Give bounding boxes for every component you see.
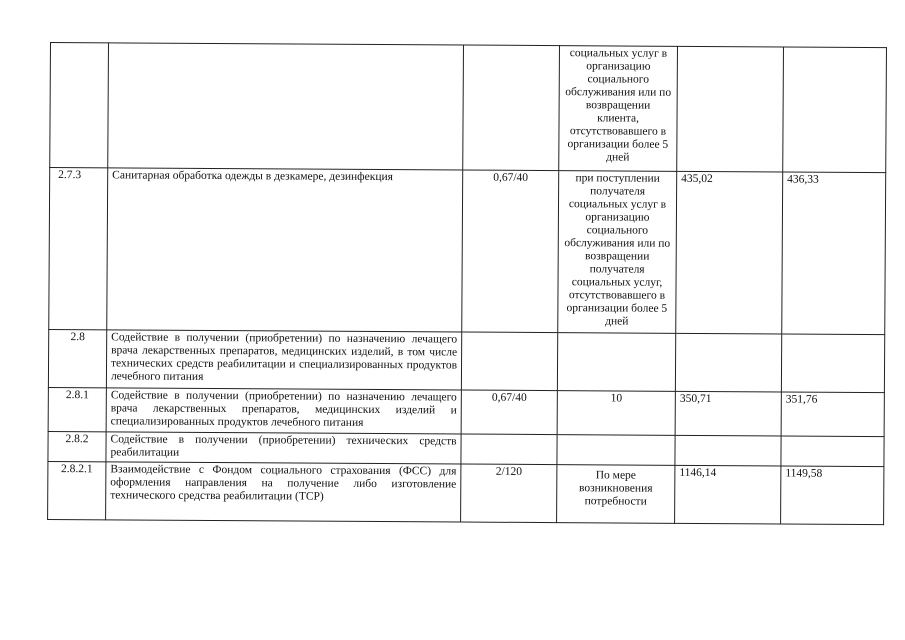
row-price-1: 350,71 <box>675 391 781 436</box>
row-service-name <box>108 43 464 170</box>
table-row <box>49 168 886 335</box>
row-service-name: Санитарная обработка одежды в дезкамере, дезинфекция <box>107 168 463 332</box>
row-service-name: Содействие в получении (приобретении) технических средств реабилитации <box>106 432 461 464</box>
table-row <box>48 461 884 524</box>
row-service-name: Взаимодействие с Фондом социального страхования (ФСС) для оформления направления на получение либо изготовление технического средства реабилитации (ТСР) <box>106 462 461 522</box>
row-price-2: 1149,58 <box>781 466 884 525</box>
row-price-2 <box>783 47 887 173</box>
table-row <box>50 43 887 173</box>
row-condition <box>557 435 675 466</box>
tariff-table <box>47 42 887 525</box>
row-service-name: Содействие в получении (приобретении) по назначению лечащего врача лекарственных препаратов, медицинских изделий, в том числе технических средств реабилитации и специализированных продуктов лечебного питания <box>106 330 461 390</box>
table-row <box>48 329 884 392</box>
row-condition: 10 <box>557 391 675 436</box>
row-condition: при поступлении получателя социальных услуг в организацию социального обслуживания или по возвращении получателя социальных услуг, отсутствовавшего в организации более 5 дней <box>558 171 677 334</box>
row-code: 2.8.2 <box>48 431 106 461</box>
row-condition <box>557 333 675 392</box>
row-price-2: 351,76 <box>781 392 884 437</box>
row-code: 2.8.2.1 <box>48 461 106 519</box>
row-norm <box>463 45 560 171</box>
row-price-1 <box>675 333 781 392</box>
row-code: 2.8 <box>48 329 106 387</box>
row-norm <box>461 332 557 391</box>
row-code: 2.8.1 <box>48 387 106 431</box>
row-norm: 0,67/40 <box>462 170 559 333</box>
table-row <box>48 387 884 436</box>
row-price-1: 435,02 <box>676 171 783 334</box>
row-condition: По мере возникновения потребности <box>557 465 675 524</box>
row-code: 2.7.3 <box>49 168 108 330</box>
row-norm <box>461 434 557 465</box>
row-price-1: 1146,14 <box>675 465 781 524</box>
row-code <box>50 43 109 168</box>
row-price-1 <box>675 435 781 466</box>
row-price-1 <box>677 46 784 172</box>
row-price-2 <box>781 436 884 467</box>
row-norm: 0,67/40 <box>461 390 557 435</box>
row-price-2: 436,33 <box>782 172 886 335</box>
row-service-name: Содействие в получении (приобретении) по назначению лечащего врача лекарственных препаратов, медицинских изделий и специализированных продуктов лечебного питания <box>106 388 461 434</box>
row-norm: 2/120 <box>461 464 557 523</box>
row-condition: социальных услуг в организацию социального обслуживания или по возвращении клиента, отсутствовавшего в организации более 5 дней <box>559 46 678 172</box>
row-price-2 <box>781 334 884 393</box>
